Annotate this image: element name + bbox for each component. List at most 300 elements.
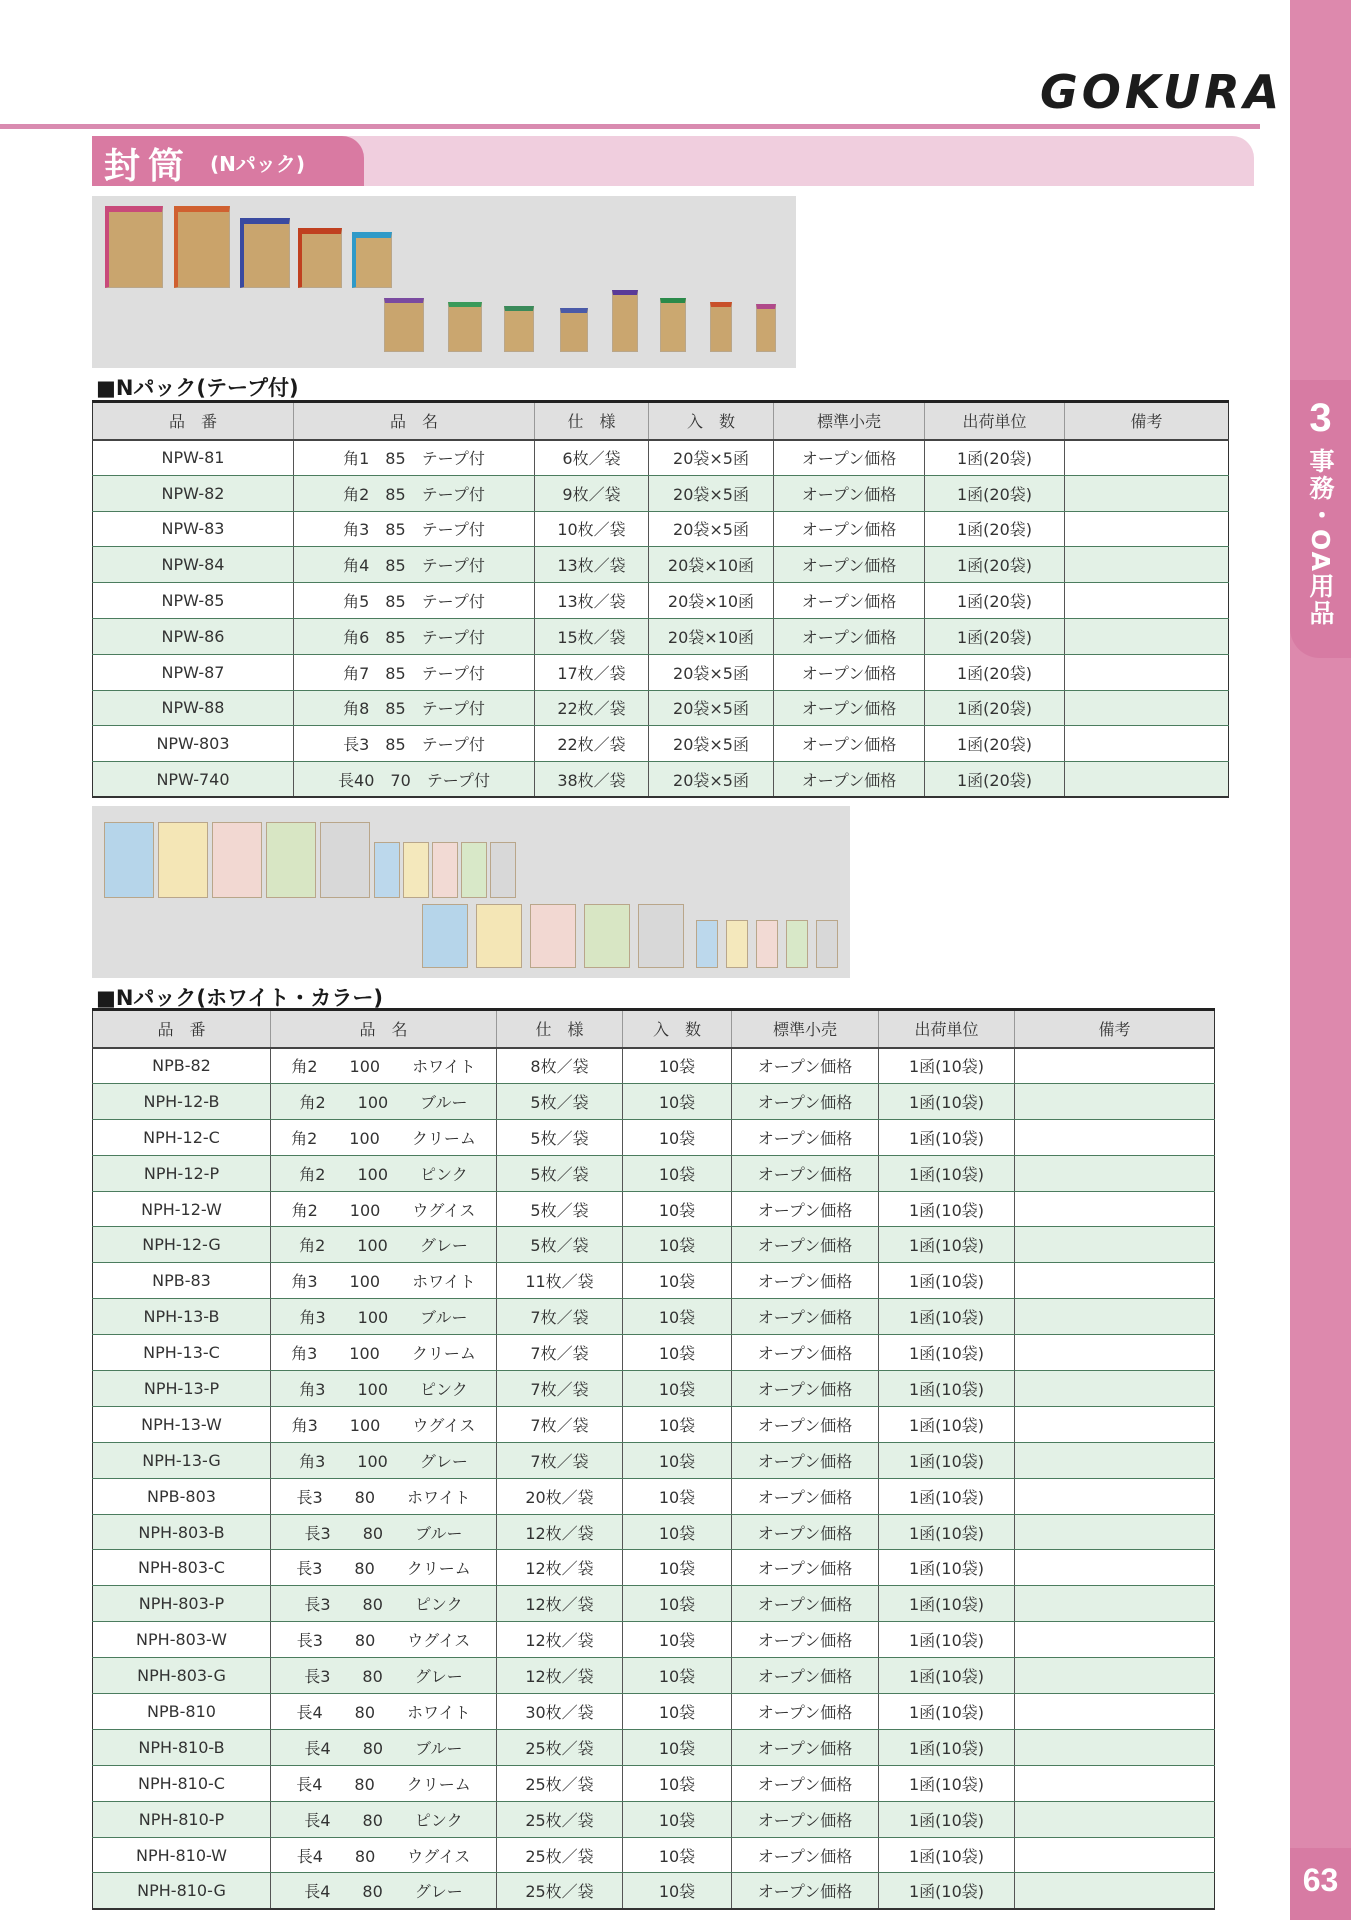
cell-remarks xyxy=(1015,1550,1215,1586)
cell-quantity: 20袋×10函 xyxy=(649,618,774,654)
cell-quantity: 10袋 xyxy=(623,1083,732,1119)
cell-spec: 12枚／袋 xyxy=(497,1550,623,1586)
chapter-side-tab xyxy=(1290,0,1351,1920)
cell-shipping-unit: 1函(10袋) xyxy=(879,1335,1015,1371)
table-row xyxy=(93,475,1229,511)
cell-item-name: 長4 80 ウグイス xyxy=(271,1837,497,1873)
cell-shipping-unit: 1函(20袋) xyxy=(925,475,1065,511)
cell-item-code: NPW-81 xyxy=(93,440,294,476)
cell-retail-price: オープン価格 xyxy=(732,1048,879,1084)
cell-spec: 5枚／袋 xyxy=(497,1155,623,1191)
cell-item-name: 角2 100 ウグイス xyxy=(271,1191,497,1227)
cell-shipping-unit: 1函(20袋) xyxy=(925,726,1065,762)
table-row xyxy=(93,1371,1215,1407)
cell-item-name: 角1 85 テープ付 xyxy=(294,440,535,476)
cell-remarks xyxy=(1015,1335,1215,1371)
chapter-number: 3 xyxy=(1309,396,1332,440)
cell-item-name: 角2 100 ブルー xyxy=(271,1083,497,1119)
header-item-name: 品 名 xyxy=(294,402,535,440)
cell-shipping-unit: 1函(10袋) xyxy=(879,1191,1015,1227)
cell-item-name: 角5 85 テープ付 xyxy=(294,583,535,619)
cell-shipping-unit: 1函(20袋) xyxy=(925,618,1065,654)
cell-spec: 22枚／袋 xyxy=(535,726,649,762)
cell-retail-price: オープン価格 xyxy=(732,1729,879,1765)
cell-remarks xyxy=(1015,1371,1215,1407)
table-row xyxy=(93,1478,1215,1514)
cell-spec: 7枚／袋 xyxy=(497,1442,623,1478)
table-row xyxy=(93,1299,1215,1335)
cell-remarks xyxy=(1065,511,1229,547)
cell-spec: 7枚／袋 xyxy=(497,1335,623,1371)
cell-spec: 12枚／袋 xyxy=(497,1514,623,1550)
cell-spec: 22枚／袋 xyxy=(535,690,649,726)
cell-spec: 5枚／袋 xyxy=(497,1083,623,1119)
cell-quantity: 20袋×5函 xyxy=(649,511,774,547)
cell-shipping-unit: 1函(20袋) xyxy=(925,762,1065,798)
cell-item-code: NPH-803-P xyxy=(93,1586,271,1622)
cell-spec: 12枚／袋 xyxy=(497,1622,623,1658)
table-row xyxy=(93,726,1229,762)
page-number: 63 xyxy=(1302,1862,1339,1898)
cell-remarks xyxy=(1065,547,1229,583)
cell-item-name: 角3 100 ブルー xyxy=(271,1299,497,1335)
table-row xyxy=(93,690,1229,726)
header-quantity: 入 数 xyxy=(623,1010,732,1048)
chapter-label: 事務・OA用品 xyxy=(1306,448,1335,627)
cell-item-code: NPH-12-G xyxy=(93,1227,271,1263)
cell-remarks xyxy=(1065,475,1229,511)
cell-item-name: 長4 80 クリーム xyxy=(271,1765,497,1801)
cell-item-code: NPH-12-B xyxy=(93,1083,271,1119)
cell-retail-price: オープン価格 xyxy=(774,618,925,654)
cell-spec: 15枚／袋 xyxy=(535,618,649,654)
cell-quantity: 10袋 xyxy=(623,1873,732,1909)
cell-remarks xyxy=(1015,1155,1215,1191)
header-retail-price: 標準小売 xyxy=(732,1010,879,1048)
cell-quantity: 10袋 xyxy=(623,1658,732,1694)
table-row xyxy=(93,1191,1215,1227)
cell-retail-price: オープン価格 xyxy=(732,1873,879,1909)
cell-item-code: NPH-13-G xyxy=(93,1442,271,1478)
cell-item-name: 角2 85 テープ付 xyxy=(294,475,535,511)
cell-retail-price: オープン価格 xyxy=(732,1586,879,1622)
header-remarks: 備考 xyxy=(1065,402,1229,440)
cell-quantity: 20袋×10函 xyxy=(649,547,774,583)
cell-item-code: NPH-810-B xyxy=(93,1729,271,1765)
cell-shipping-unit: 1函(10袋) xyxy=(879,1729,1015,1765)
cell-quantity: 10袋 xyxy=(623,1335,732,1371)
cell-spec: 7枚／袋 xyxy=(497,1371,623,1407)
header-shipping-unit: 出荷単位 xyxy=(925,402,1065,440)
cell-quantity: 10袋 xyxy=(623,1371,732,1407)
cell-remarks xyxy=(1015,1694,1215,1730)
cell-shipping-unit: 1函(10袋) xyxy=(879,1873,1015,1909)
cell-retail-price: オープン価格 xyxy=(732,1299,879,1335)
table-row xyxy=(93,1837,1215,1873)
cell-item-name: 長3 80 ピンク xyxy=(271,1586,497,1622)
cell-shipping-unit: 1函(10袋) xyxy=(879,1442,1015,1478)
cell-item-code: NPH-12-C xyxy=(93,1119,271,1155)
cell-item-code: NPW-84 xyxy=(93,547,294,583)
cell-quantity: 10袋 xyxy=(623,1191,732,1227)
table-row xyxy=(93,547,1229,583)
cell-item-name: 長40 70 テープ付 xyxy=(294,762,535,798)
cell-retail-price: オープン価格 xyxy=(774,440,925,476)
cell-shipping-unit: 1函(10袋) xyxy=(879,1406,1015,1442)
cell-item-name: 角2 100 グレー xyxy=(271,1227,497,1263)
cell-spec: 9枚／袋 xyxy=(535,475,649,511)
cell-retail-price: オープン価格 xyxy=(732,1801,879,1837)
cell-quantity: 10袋 xyxy=(623,1514,732,1550)
cell-quantity: 20袋×5函 xyxy=(649,475,774,511)
table-row xyxy=(93,1694,1215,1730)
header-item-code: 品 番 xyxy=(93,402,294,440)
cell-quantity: 10袋 xyxy=(623,1622,732,1658)
cell-item-name: 長3 80 ホワイト xyxy=(271,1478,497,1514)
cell-item-name: 長3 80 ブルー xyxy=(271,1514,497,1550)
cell-item-name: 角3 100 ホワイト xyxy=(271,1263,497,1299)
cell-shipping-unit: 1函(10袋) xyxy=(879,1801,1015,1837)
cell-shipping-unit: 1函(10袋) xyxy=(879,1478,1015,1514)
cell-shipping-unit: 1函(10袋) xyxy=(879,1514,1015,1550)
table-row xyxy=(93,1873,1215,1909)
cell-retail-price: オープン価格 xyxy=(732,1837,879,1873)
cell-spec: 7枚／袋 xyxy=(497,1299,623,1335)
section-heading-tape: ■Nパック(テープ付) xyxy=(96,376,299,400)
cell-quantity: 10袋 xyxy=(623,1765,732,1801)
cell-quantity: 20袋×5函 xyxy=(649,726,774,762)
cell-item-name: 角4 85 テープ付 xyxy=(294,547,535,583)
cell-retail-price: オープン価格 xyxy=(774,690,925,726)
header-remarks: 備考 xyxy=(1015,1010,1215,1048)
cell-spec: 38枚／袋 xyxy=(535,762,649,798)
cell-spec: 13枚／袋 xyxy=(535,547,649,583)
table-row xyxy=(93,618,1229,654)
cell-quantity: 20袋×10函 xyxy=(649,583,774,619)
cell-item-code: NPH-803-W xyxy=(93,1622,271,1658)
cell-item-name: 角2 100 クリーム xyxy=(271,1119,497,1155)
cell-retail-price: オープン価格 xyxy=(774,583,925,619)
cell-remarks xyxy=(1015,1191,1215,1227)
cell-item-name: 長3 80 グレー xyxy=(271,1658,497,1694)
cell-item-code: NPH-803-B xyxy=(93,1514,271,1550)
cell-remarks xyxy=(1065,762,1229,798)
cell-spec: 5枚／袋 xyxy=(497,1119,623,1155)
cell-item-code: NPW-83 xyxy=(93,511,294,547)
cell-quantity: 10袋 xyxy=(623,1263,732,1299)
cell-retail-price: オープン価格 xyxy=(732,1478,879,1514)
cell-remarks xyxy=(1015,1801,1215,1837)
cell-shipping-unit: 1函(10袋) xyxy=(879,1263,1015,1299)
cell-item-code: NPH-803-G xyxy=(93,1658,271,1694)
cell-item-code: NPW-82 xyxy=(93,475,294,511)
product-photo-kraft-envelopes xyxy=(92,196,796,368)
cell-item-name: 長3 85 テープ付 xyxy=(294,726,535,762)
cell-item-code: NPH-810-C xyxy=(93,1765,271,1801)
cell-spec: 7枚／袋 xyxy=(497,1406,623,1442)
cell-shipping-unit: 1函(10袋) xyxy=(879,1119,1015,1155)
cell-item-name: 角3 100 グレー xyxy=(271,1442,497,1478)
cell-spec: 25枚／袋 xyxy=(497,1765,623,1801)
cell-retail-price: オープン価格 xyxy=(732,1442,879,1478)
cell-remarks xyxy=(1065,618,1229,654)
cell-shipping-unit: 1函(10袋) xyxy=(879,1765,1015,1801)
cell-quantity: 10袋 xyxy=(623,1837,732,1873)
cell-retail-price: オープン価格 xyxy=(774,654,925,690)
cell-shipping-unit: 1函(20袋) xyxy=(925,511,1065,547)
cell-shipping-unit: 1函(20袋) xyxy=(925,654,1065,690)
section-heading-color: ■Nパック(ホワイト・カラー) xyxy=(96,986,383,1010)
cell-spec: 5枚／袋 xyxy=(497,1191,623,1227)
cell-spec: 25枚／袋 xyxy=(497,1873,623,1909)
cell-quantity: 10袋 xyxy=(623,1729,732,1765)
cell-spec: 25枚／袋 xyxy=(497,1801,623,1837)
cell-item-code: NPW-87 xyxy=(93,654,294,690)
cell-spec: 6枚／袋 xyxy=(535,440,649,476)
cell-item-code: NPW-86 xyxy=(93,618,294,654)
header-spec: 仕 様 xyxy=(535,402,649,440)
cell-shipping-unit: 1函(10袋) xyxy=(879,1083,1015,1119)
cell-remarks xyxy=(1015,1586,1215,1622)
cell-item-code: NPW-803 xyxy=(93,726,294,762)
header-item-name: 品 名 xyxy=(271,1010,497,1048)
cell-quantity: 10袋 xyxy=(623,1550,732,1586)
page-title: 封筒 xyxy=(104,146,193,187)
table-row xyxy=(93,1263,1215,1299)
cell-shipping-unit: 1函(10袋) xyxy=(879,1371,1015,1407)
cell-shipping-unit: 1函(10袋) xyxy=(879,1227,1015,1263)
cell-shipping-unit: 1函(20袋) xyxy=(925,583,1065,619)
table-row xyxy=(93,1083,1215,1119)
cell-item-name: 長3 80 クリーム xyxy=(271,1550,497,1586)
cell-shipping-unit: 1函(10袋) xyxy=(879,1048,1015,1084)
cell-item-name: 長4 80 ブルー xyxy=(271,1729,497,1765)
cell-item-name: 角3 85 テープ付 xyxy=(294,511,535,547)
cell-item-name: 長3 80 ウグイス xyxy=(271,1622,497,1658)
header-item-code: 品 番 xyxy=(93,1010,271,1048)
cell-quantity: 10袋 xyxy=(623,1048,732,1084)
cell-remarks xyxy=(1015,1442,1215,1478)
cell-spec: 10枚／袋 xyxy=(535,511,649,547)
cell-retail-price: オープン価格 xyxy=(732,1550,879,1586)
cell-shipping-unit: 1函(20袋) xyxy=(925,547,1065,583)
cell-retail-price: オープン価格 xyxy=(732,1765,879,1801)
cell-item-code: NPB-803 xyxy=(93,1478,271,1514)
cell-retail-price: オープン価格 xyxy=(732,1191,879,1227)
cell-shipping-unit: 1函(10袋) xyxy=(879,1586,1015,1622)
cell-retail-price: オープン価格 xyxy=(774,726,925,762)
table-row xyxy=(93,1729,1215,1765)
cell-retail-price: オープン価格 xyxy=(774,547,925,583)
cell-remarks xyxy=(1065,440,1229,476)
cell-spec: 17枚／袋 xyxy=(535,654,649,690)
cell-shipping-unit: 1函(10袋) xyxy=(879,1550,1015,1586)
cell-quantity: 10袋 xyxy=(623,1227,732,1263)
cell-shipping-unit: 1函(10袋) xyxy=(879,1837,1015,1873)
header-rule xyxy=(0,124,1260,129)
cell-quantity: 20袋×5函 xyxy=(649,690,774,726)
cell-item-name: 角3 100 ピンク xyxy=(271,1371,497,1407)
cell-retail-price: オープン価格 xyxy=(732,1622,879,1658)
cell-retail-price: オープン価格 xyxy=(774,762,925,798)
cell-remarks xyxy=(1015,1406,1215,1442)
cell-remarks xyxy=(1015,1048,1215,1084)
cell-shipping-unit: 1函(20袋) xyxy=(925,690,1065,726)
cell-retail-price: オープン価格 xyxy=(732,1694,879,1730)
cell-quantity: 20袋×5函 xyxy=(649,654,774,690)
cell-retail-price: オープン価格 xyxy=(732,1371,879,1407)
cell-quantity: 10袋 xyxy=(623,1119,732,1155)
table-row xyxy=(93,1550,1215,1586)
cell-quantity: 10袋 xyxy=(623,1299,732,1335)
cell-spec: 12枚／袋 xyxy=(497,1586,623,1622)
table-row xyxy=(93,1119,1215,1155)
cell-spec: 13枚／袋 xyxy=(535,583,649,619)
cell-item-code: NPH-803-C xyxy=(93,1550,271,1586)
cell-remarks xyxy=(1015,1622,1215,1658)
cell-item-name: 角3 100 ウグイス xyxy=(271,1406,497,1442)
cell-retail-price: オープン価格 xyxy=(732,1263,879,1299)
cell-spec: 5枚／袋 xyxy=(497,1227,623,1263)
cell-remarks xyxy=(1065,726,1229,762)
table-row xyxy=(93,1442,1215,1478)
table-row xyxy=(93,440,1229,476)
cell-item-name: 角2 100 ホワイト xyxy=(271,1048,497,1084)
header-quantity: 入 数 xyxy=(649,402,774,440)
cell-item-name: 角8 85 テープ付 xyxy=(294,690,535,726)
header-shipping-unit: 出荷単位 xyxy=(879,1010,1015,1048)
page-subtitle: (Nパック) xyxy=(210,152,306,176)
table-row xyxy=(93,1514,1215,1550)
cell-shipping-unit: 1函(20袋) xyxy=(925,440,1065,476)
cell-quantity: 10袋 xyxy=(623,1155,732,1191)
cell-quantity: 10袋 xyxy=(623,1801,732,1837)
cell-remarks xyxy=(1015,1729,1215,1765)
cell-retail-price: オープン価格 xyxy=(732,1119,879,1155)
cell-item-code: NPH-13-W xyxy=(93,1406,271,1442)
table-row xyxy=(93,654,1229,690)
header-retail-price: 標準小売 xyxy=(774,402,925,440)
cell-remarks xyxy=(1015,1478,1215,1514)
cell-item-code: NPH-810-G xyxy=(93,1873,271,1909)
cell-remarks xyxy=(1015,1263,1215,1299)
cell-spec: 12枚／袋 xyxy=(497,1658,623,1694)
cell-item-code: NPH-13-C xyxy=(93,1335,271,1371)
cell-item-code: NPH-13-P xyxy=(93,1371,271,1407)
cell-remarks xyxy=(1065,654,1229,690)
table-row xyxy=(93,1586,1215,1622)
cell-retail-price: オープン価格 xyxy=(774,475,925,511)
cell-item-name: 角6 85 テープ付 xyxy=(294,618,535,654)
spec-table-tape xyxy=(92,400,1229,798)
cell-item-code: NPW-85 xyxy=(93,583,294,619)
cell-item-code: NPW-88 xyxy=(93,690,294,726)
cell-item-code: NPH-810-P xyxy=(93,1801,271,1837)
cell-spec: 8枚／袋 xyxy=(497,1048,623,1084)
cell-quantity: 10袋 xyxy=(623,1406,732,1442)
table-row xyxy=(93,511,1229,547)
table-row xyxy=(93,1765,1215,1801)
cell-retail-price: オープン価格 xyxy=(732,1514,879,1550)
cell-quantity: 20袋×5函 xyxy=(649,762,774,798)
cell-quantity: 10袋 xyxy=(623,1478,732,1514)
cell-item-code: NPW-740 xyxy=(93,762,294,798)
cell-quantity: 20袋×5函 xyxy=(649,440,774,476)
cell-shipping-unit: 1函(10袋) xyxy=(879,1658,1015,1694)
cell-shipping-unit: 1函(10袋) xyxy=(879,1694,1015,1730)
cell-item-code: NPB-810 xyxy=(93,1694,271,1730)
cell-retail-price: オープン価格 xyxy=(732,1227,879,1263)
cell-remarks xyxy=(1065,583,1229,619)
product-photo-color-envelopes xyxy=(92,806,850,978)
cell-item-name: 長4 80 ピンク xyxy=(271,1801,497,1837)
cell-item-code: NPH-13-B xyxy=(93,1299,271,1335)
cell-item-code: NPH-12-W xyxy=(93,1191,271,1227)
table-row xyxy=(93,1622,1215,1658)
cell-item-code: NPB-82 xyxy=(93,1048,271,1084)
cell-retail-price: オープン価格 xyxy=(732,1335,879,1371)
cell-shipping-unit: 1函(10袋) xyxy=(879,1155,1015,1191)
cell-quantity: 10袋 xyxy=(623,1442,732,1478)
cell-remarks xyxy=(1015,1514,1215,1550)
cell-shipping-unit: 1函(10袋) xyxy=(879,1622,1015,1658)
table-row xyxy=(93,1227,1215,1263)
table-row xyxy=(93,583,1229,619)
cell-retail-price: オープン価格 xyxy=(732,1083,879,1119)
brand-logo: GOKURA xyxy=(1040,65,1284,119)
cell-spec: 11枚／袋 xyxy=(497,1263,623,1299)
cell-item-code: NPH-810-W xyxy=(93,1837,271,1873)
cell-remarks xyxy=(1015,1119,1215,1155)
table-row xyxy=(93,1335,1215,1371)
table-row xyxy=(93,1406,1215,1442)
cell-remarks xyxy=(1065,690,1229,726)
cell-item-code: NPB-83 xyxy=(93,1263,271,1299)
cell-retail-price: オープン価格 xyxy=(732,1658,879,1694)
cell-spec: 30枚／袋 xyxy=(497,1694,623,1730)
cell-retail-price: オープン価格 xyxy=(732,1406,879,1442)
cell-spec: 25枚／袋 xyxy=(497,1837,623,1873)
cell-shipping-unit: 1函(10袋) xyxy=(879,1299,1015,1335)
cell-item-name: 角7 85 テープ付 xyxy=(294,654,535,690)
cell-item-name: 角2 100 ピンク xyxy=(271,1155,497,1191)
table-row xyxy=(93,762,1229,798)
cell-remarks xyxy=(1015,1658,1215,1694)
header-spec: 仕 様 xyxy=(497,1010,623,1048)
cell-remarks xyxy=(1015,1837,1215,1873)
cell-spec: 25枚／袋 xyxy=(497,1729,623,1765)
table-row xyxy=(93,1155,1215,1191)
cell-spec: 20枚／袋 xyxy=(497,1478,623,1514)
cell-remarks xyxy=(1015,1083,1215,1119)
cell-remarks xyxy=(1015,1765,1215,1801)
cell-quantity: 10袋 xyxy=(623,1694,732,1730)
cell-remarks xyxy=(1015,1873,1215,1909)
table-row xyxy=(93,1801,1215,1837)
cell-item-name: 角3 100 クリーム xyxy=(271,1335,497,1371)
cell-retail-price: オープン価格 xyxy=(732,1155,879,1191)
cell-item-code: NPH-12-P xyxy=(93,1155,271,1191)
cell-remarks xyxy=(1015,1227,1215,1263)
cell-item-name: 長4 80 ホワイト xyxy=(271,1694,497,1730)
table-row xyxy=(93,1658,1215,1694)
table-row xyxy=(93,1048,1215,1084)
cell-retail-price: オープン価格 xyxy=(774,511,925,547)
cell-remarks xyxy=(1015,1299,1215,1335)
cell-quantity: 10袋 xyxy=(623,1586,732,1622)
cell-item-name: 長4 80 グレー xyxy=(271,1873,497,1909)
spec-table-color xyxy=(92,1008,1215,1910)
